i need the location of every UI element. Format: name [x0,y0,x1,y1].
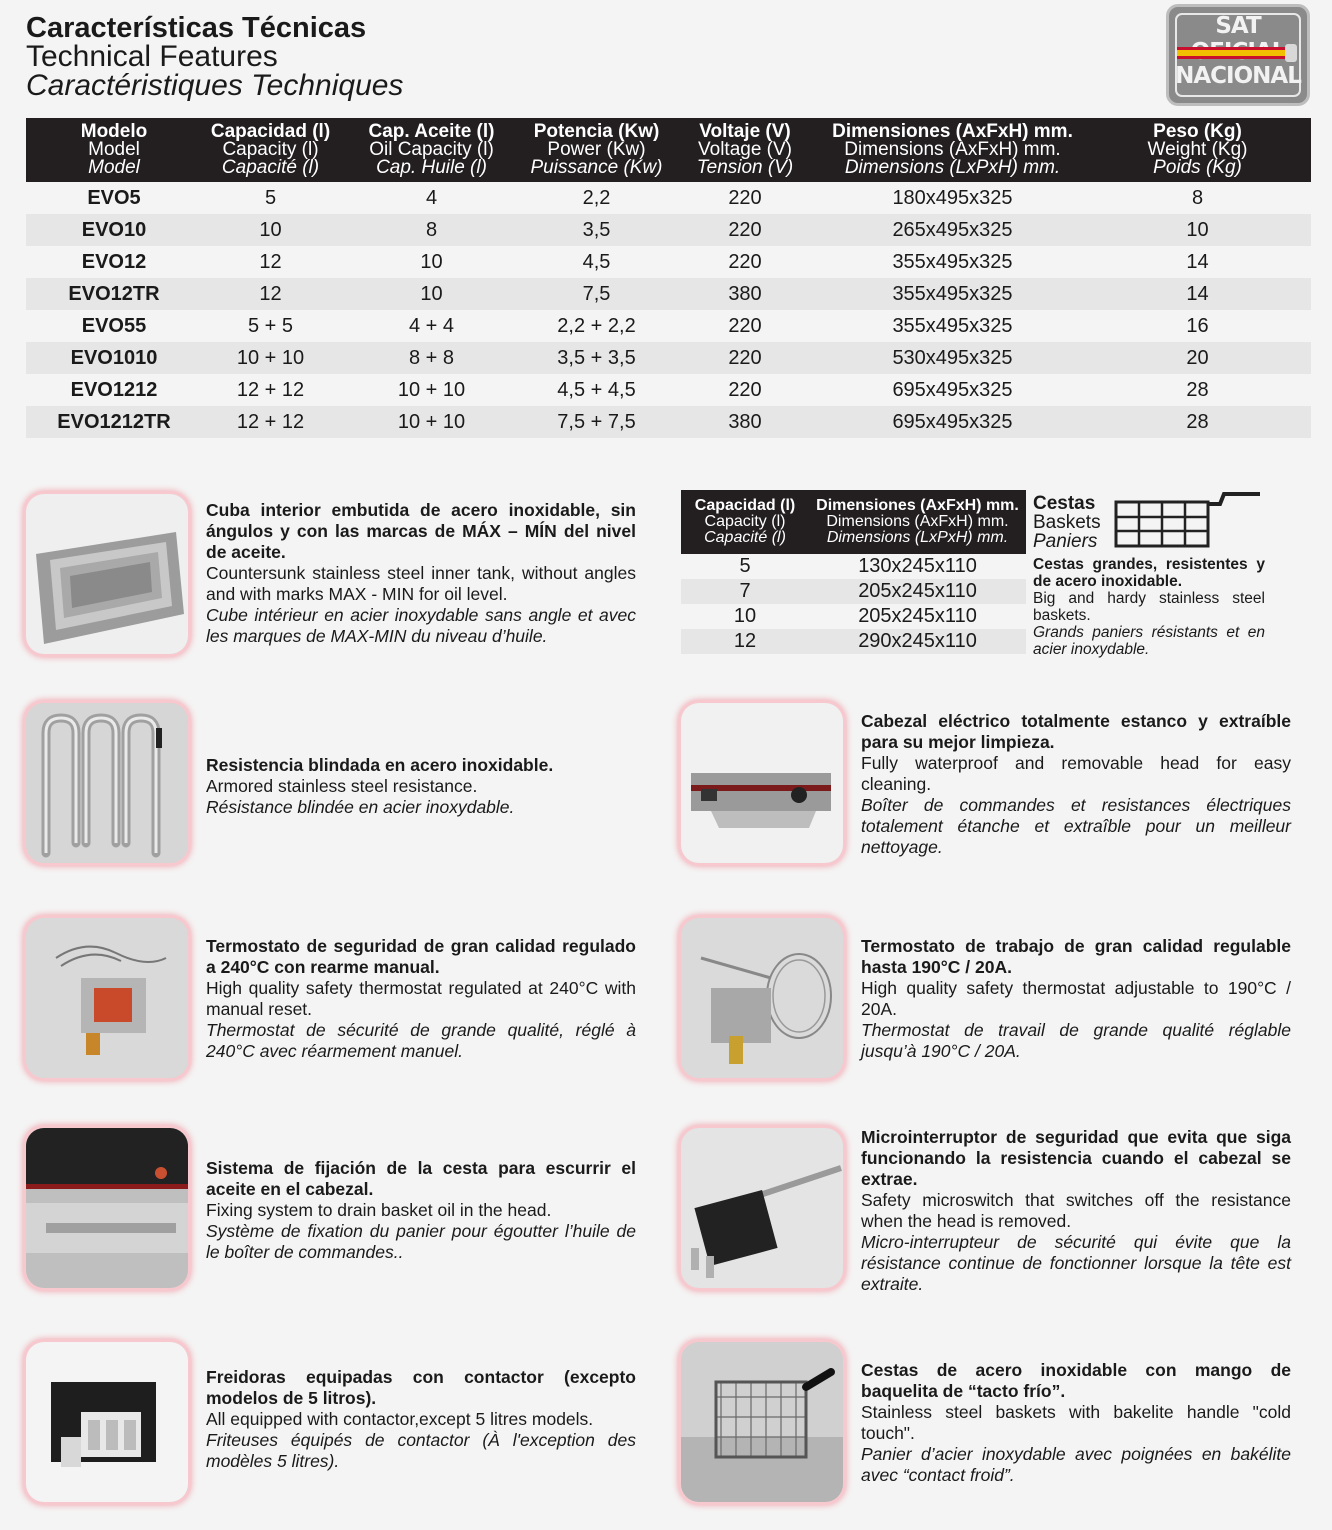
text-line: Cabezal eléctrico totalmente estanco y extraíble para su mejor limpieza. [861,711,1291,752]
table-cell: 12 [259,250,282,273]
text-line: Dimensions (LxPxH) mm. [826,529,1009,546]
text-line: Cap. Aceite (l) [368,121,495,142]
text-line: Modelo [80,121,148,142]
col-power [524,118,669,182]
col-basket-dimensions [809,490,1026,554]
text-line: Thermostat de sécurité de grande qualité, réglé à 240°C avec réarmement manuel. [206,1020,636,1061]
table-cell: 3,5 + 3,5 [524,342,669,374]
table-cell: 7 [681,579,809,604]
table-cell: 220 [669,214,821,246]
feature-safety-thermostat-text [206,936,636,1062]
table-cell: 12 + 12 [236,378,305,401]
baskets-title [1033,494,1101,551]
table-cell: 4,5 + 4,5 [557,378,636,401]
table-cell: EVO12TR [26,278,202,310]
col-weight [1084,118,1311,182]
table-cell: 4 [425,186,438,209]
text-line: Fixing system to drain basket oil in the head. [206,1200,552,1220]
table-cell: EVO5 [87,186,141,209]
text-line: Friteuses équipés de contactor (À l'exception des modèles 5 litres). [206,1430,636,1471]
table-cell: 8 [1191,186,1204,209]
text-line: Dimensions (AxFxH) mm. [844,139,1061,160]
table-row [26,182,1311,214]
text-line: Voltaje (V) [699,121,791,142]
table-cell: 4,5 [582,250,611,273]
safety-thermostat-photo [26,918,188,1078]
table-cell: EVO10 [26,214,202,246]
text-line: Grands paniers résistants et en acier inoxydable. [1033,624,1265,658]
text-line: Cestas de acero inoxidable con mango de baquelita de “tacto frío”. [861,1360,1291,1401]
text-line: Boîter de commandes et resistances électriques totalement étanche et extraîble pour un meilleur nettoyage. [861,795,1291,857]
basket-icon [1112,490,1262,550]
text-line: Voltage (V) [698,139,792,160]
table-cell: 5 [264,186,277,209]
table-cell: EVO1212TR [26,406,202,438]
table-cell: 205x245x110 [858,605,977,627]
bakelite-basket-photo [681,1342,843,1502]
table-cell: 12 [681,629,809,654]
text-line: Tension (V) [696,157,794,178]
table-cell: 355x495x325 [821,278,1084,310]
table-cell: 7,5 [524,278,669,310]
table-cell: 10 [339,278,524,310]
feature-basket-hook-text [206,1158,636,1263]
text-line: Puissance (Kw) [530,157,663,178]
text-line: Capacidad (l) [694,497,796,514]
text-line: Dimensions (AxFxH) mm. [826,513,1009,530]
table-cell: EVO1212 [70,378,158,401]
table-row [26,246,1311,278]
table-row [26,374,1311,406]
table-cell: 10 + 10 [397,378,466,401]
text-line: Fully waterproof and removable head for easy cleaning. [861,753,1291,794]
baskets-description [1033,556,1265,658]
text-line: Capacidad (l) [210,121,331,142]
text-line: Weight (Kg) [1147,139,1248,160]
table-row [26,310,1311,342]
microswitch-photo [681,1128,843,1288]
feature-work-thermostat-text [861,936,1291,1062]
baskets-table [681,490,1026,654]
text-line: Cube intérieur en acier inoxydable sans angle et avec les marques de MAX-MIN du niveau d’huile. [206,605,636,646]
text-line: High quality safety thermostat regulated at 240°C with manual reset. [206,978,636,1019]
table-cell: 220 [728,250,762,273]
table-row [681,554,1026,579]
tank-photo [26,494,188,654]
text-line: Capacity (l) [704,513,786,530]
table-cell: 220 [728,314,762,337]
text-line: Potencia (Kw) [533,121,660,142]
table-cell: 355x495x325 [892,250,1013,273]
text-line: Armored stainless steel resistance. [206,776,478,796]
table-cell: 14 [1084,278,1311,310]
table-cell: 10 [420,250,443,273]
table-cell: 130x245x110 [858,555,977,577]
table-row [681,579,1026,604]
feature-head-text [861,711,1291,858]
text-line: Cestas [1033,493,1096,514]
sat-oficial-logo [1166,4,1310,106]
text-line: Resistencia blindada en acero inoxidable. [206,755,554,775]
table-cell: 380 [669,278,821,310]
text-line: Termostato de trabajo de gran calidad regulable hasta 190°C / 20A. [861,936,1291,977]
text-line: Dimensions (LxPxH) mm. [844,157,1061,178]
text-line: Termostato de seguridad de gran calidad regulado a 240°C con rearme manual. [206,936,636,977]
table-row [26,406,1311,438]
text-line: All equipped with contactor,except 5 litres models. [206,1409,594,1429]
text-line: Micro-interrupteur de sécurité qui évite que la résistance continue de fonctionner lorsque la tête est extraite. [861,1232,1291,1294]
table-cell: 10 [733,605,757,627]
text-line: Paniers [1033,531,1098,552]
table-cell: 12 [202,278,339,310]
title-english: Technical Features [26,40,278,73]
table-cell: 205x245x110 [809,579,1026,604]
col-model [26,118,202,182]
text-line: High quality safety thermostat adjustable to 190°C / 20A. [861,978,1291,1019]
table-cell: 5 + 5 [247,314,294,337]
table-cell: 4 + 4 [408,314,455,337]
logo-line-1: SAT [1215,13,1261,39]
table-cell: 28 [1084,406,1311,438]
table-cell: 220 [728,186,762,209]
specs-table [26,118,1311,438]
table-cell: 355x495x325 [892,314,1013,337]
text-line: Oil Capacity (l) [369,139,494,160]
text-line: Model [88,157,140,178]
col-basket-capacity [681,490,809,554]
text-line: Stainless steel baskets with bakelite handle "cold touch". [861,1402,1291,1443]
table-cell: EVO12 [81,250,147,273]
table-cell: 290x245x110 [809,629,1026,654]
table-row [26,342,1311,374]
table-cell: 10 [202,214,339,246]
text-line: Capacité (l) [704,529,786,546]
table-row [26,278,1311,310]
text-line: Baskets [1033,512,1101,533]
table-cell: 380 [669,406,821,438]
feature-contactor-text [206,1367,636,1472]
table-row [681,629,1026,654]
baskets-header-row [681,490,1026,554]
text-line: Power (Kw) [547,139,646,160]
feature-resistance-text [206,755,636,818]
table-cell: 16 [1186,314,1209,337]
table-cell: 530x495x325 [821,342,1084,374]
text-line: Dimensiones (AxFxH) mm. [816,497,1019,514]
table-cell: 265x495x325 [821,214,1084,246]
table-cell: 695x495x325 [821,406,1084,438]
text-line: Cestas grandes, resistentes y de acero inoxidable. [1033,556,1265,590]
text-line: Dimensiones (AxFxH) mm. [832,121,1073,142]
table-cell: 20 [1084,342,1311,374]
screwdriver-icon [1285,44,1297,62]
text-line: Sistema de fijación de la cesta para escurrir el aceite en el cabezal. [206,1158,636,1199]
table-cell: 3,5 [524,214,669,246]
text-line: Poids (Kg) [1153,157,1242,178]
feature-bakelite-basket-text [861,1360,1291,1486]
col-dimensions [821,118,1084,182]
work-thermostat-photo [681,918,843,1078]
head-photo [681,703,843,863]
feature-tank-text [206,500,636,647]
table-cell: EVO1010 [26,342,202,374]
text-line: Safety microswitch that switches off the resistance when the head is removed. [861,1190,1291,1231]
text-line: Capacity (l) [222,139,319,160]
resistance-photo [26,703,188,863]
basket-hook-photo [26,1128,188,1288]
table-cell: 7,5 + 7,5 [524,406,669,438]
text-line: Système de fixation du panier pour égoutter l’huile de le boîter de commandes.. [206,1221,636,1262]
table-row [26,214,1311,246]
title-french: Caractéristiques Techniques [26,69,404,102]
col-oil-capacity [339,118,524,182]
table-cell: 14 [1186,250,1209,273]
table-row [681,604,1026,629]
table-cell: 5 [739,555,751,577]
title-spanish: Características Técnicas [26,12,367,44]
table-cell: 220 [728,378,762,401]
text-line: Peso (Kg) [1153,121,1242,142]
table-cell: 2,2 [582,186,611,209]
text-line: Model [88,139,140,160]
text-line: Microinterruptor de seguridad que evita que siga funcionando la resistencia cuando el cabezal se extrae. [861,1127,1291,1189]
text-line: Panier d’acier inoxydable avec poignées en bakélite avec “contact froid”. [861,1444,1291,1485]
feature-microswitch-text [861,1127,1291,1295]
contactor-photo [26,1342,188,1502]
text-line: Big and hardy stainless steel baskets. [1033,590,1265,624]
specs-header-row [26,118,1311,182]
table-cell: 10 + 10 [339,406,524,438]
text-line: Cap. Huile (l) [376,157,487,178]
logo-line-2: NACIONAL [1175,63,1301,89]
text-line: Capacité (l) [221,157,320,178]
text-line: Thermostat de travail de grande qualité réglable jusqu’à 190°C / 20A. [861,1020,1291,1061]
table-cell: 8 [339,214,524,246]
col-voltage [669,118,821,182]
table-cell: 8 + 8 [339,342,524,374]
text-line: Countersunk stainless steel inner tank, without angles and with marks MAX - MIN for oil level. [206,563,636,604]
table-cell: 220 [669,342,821,374]
col-capacity [202,118,339,182]
spain-flag-icon [1177,47,1287,59]
table-cell: 10 [1084,214,1311,246]
table-cell: EVO55 [81,314,147,337]
text-line: Freidoras equipadas con contactor (excepto modelos de 5 litros). [206,1367,636,1408]
text-line: Cuba interior embutida de acero inoxidable, sin ángulos y con las marcas de MÁX – MÍN del nivel de aceite. [206,500,636,562]
table-cell: 12 + 12 [202,406,339,438]
text-line: Résistance blindée en acier inoxydable. [206,797,515,817]
table-cell: 695x495x325 [892,378,1013,401]
table-cell: 2,2 + 2,2 [557,314,636,337]
table-cell: 10 + 10 [202,342,339,374]
table-cell: 28 [1186,378,1209,401]
table-cell: 180x495x325 [892,186,1013,209]
